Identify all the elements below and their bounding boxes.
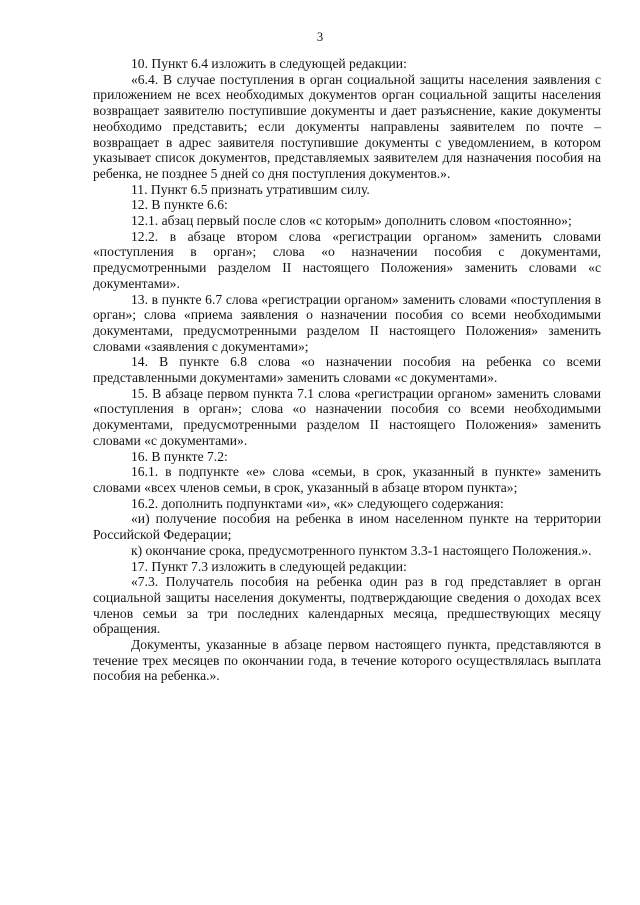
paragraph-item-6-4-text: «6.4. В случае поступления в орган социальной защиты населения заявления с приложением не всех необходимых документов орган социальной защиты населения возвращает заявителю поступившие документы и дает разъяснение, какие документы необходимо представить; если документы направлены заявителем по почте – возвращает в адрес заявителя поступившие документы с уведомлением, в котором указывает список документов, представляемых заявителем для назначения пособия на ребенка, не позднее 5 дней со дня поступления документов.». [93,71,601,181]
paragraph-item-16-2: 16.2. дополнить подпунктами «и», «к» следующего содержания: [131,495,504,511]
paragraph-item-14: 14. В пункте 6.8 слова «о назначении пособия на ребенка со всеми представленными документами» заменить словами «с документами». [93,354,601,386]
paragraph-item-17: 17. Пункт 7.3 изложить в следующей редакции: [131,558,407,574]
paragraph-item-15: 15. В абзаце первом пункта 7.1 слова «регистрации органом» заменить словами «поступления в орган»; слова «о назначении пособия со всеми необходимыми документами, предусмотренными разделом II настоящего Положения» заменить словами «с документами». [93,385,601,448]
paragraph-item-7-3-text: «7.3. Получатель пособия на ребенка один раз в год представляет в орган социальной защиты населения документы, подтверждающие сведения о доходах всех членов семьи за три последних календарных месяца, предшествующих месяцу обращения. [93,574,601,637]
paragraph-item-12: 12. В пункте 6.6: [131,197,228,213]
document-body [93,56,601,684]
paragraph-item-13: 13. в пункте 6.7 слова «регистрации органом» заменить словами «поступления в орган»; слова «приема заявления о назначении пособия со всеми необходимыми документами, предусмотренными разделом II настоящего Положения» заменить словами «заявления с документами»; [93,291,601,354]
paragraph-subitem-k: к) окончание срока, предусмотренного пунктом 3.3-1 настоящего Положения.». [131,542,592,558]
paragraph-item-7-3-second: Документы, указанные в абзаце первом настоящего пункта, представляются в течение трех месяцев по окончании года, в течение которого осуществлялась выплата пособия на ребенка.». [93,637,601,684]
paragraph-item-10: 10. Пункт 6.4 изложить в следующей редакции: [131,56,407,71]
paragraph-item-11: 11. Пункт 6.5 признать утратившим силу. [131,181,370,197]
paragraph-item-12-2: 12.2. в абзаце втором слова «регистрации органом» заменить словами «поступления в орган»; слова «о назначении пособия с документами, предусмотренными разделом II настоящего Положения» заменить словами «с документами». [93,228,601,291]
page-number: 3 [316,30,324,44]
paragraph-subitem-i: «и) получение пособия на ребенка в ином населенном пункте на территории Российской Федерации; [93,511,601,543]
paragraph-item-12-1: 12.1. абзац первый после слов «с которым» дополнить словом «постоянно»; [131,213,572,229]
paragraph-item-16-1: 16.1. в подпункте «е» слова «семьи, в срок, указанный в пункте» заменить словами «всех членов семьи, в срок, указанный в абзаце втором пункта»; [93,464,601,495]
paragraph-item-16: 16. В пункте 7.2: [131,448,228,464]
